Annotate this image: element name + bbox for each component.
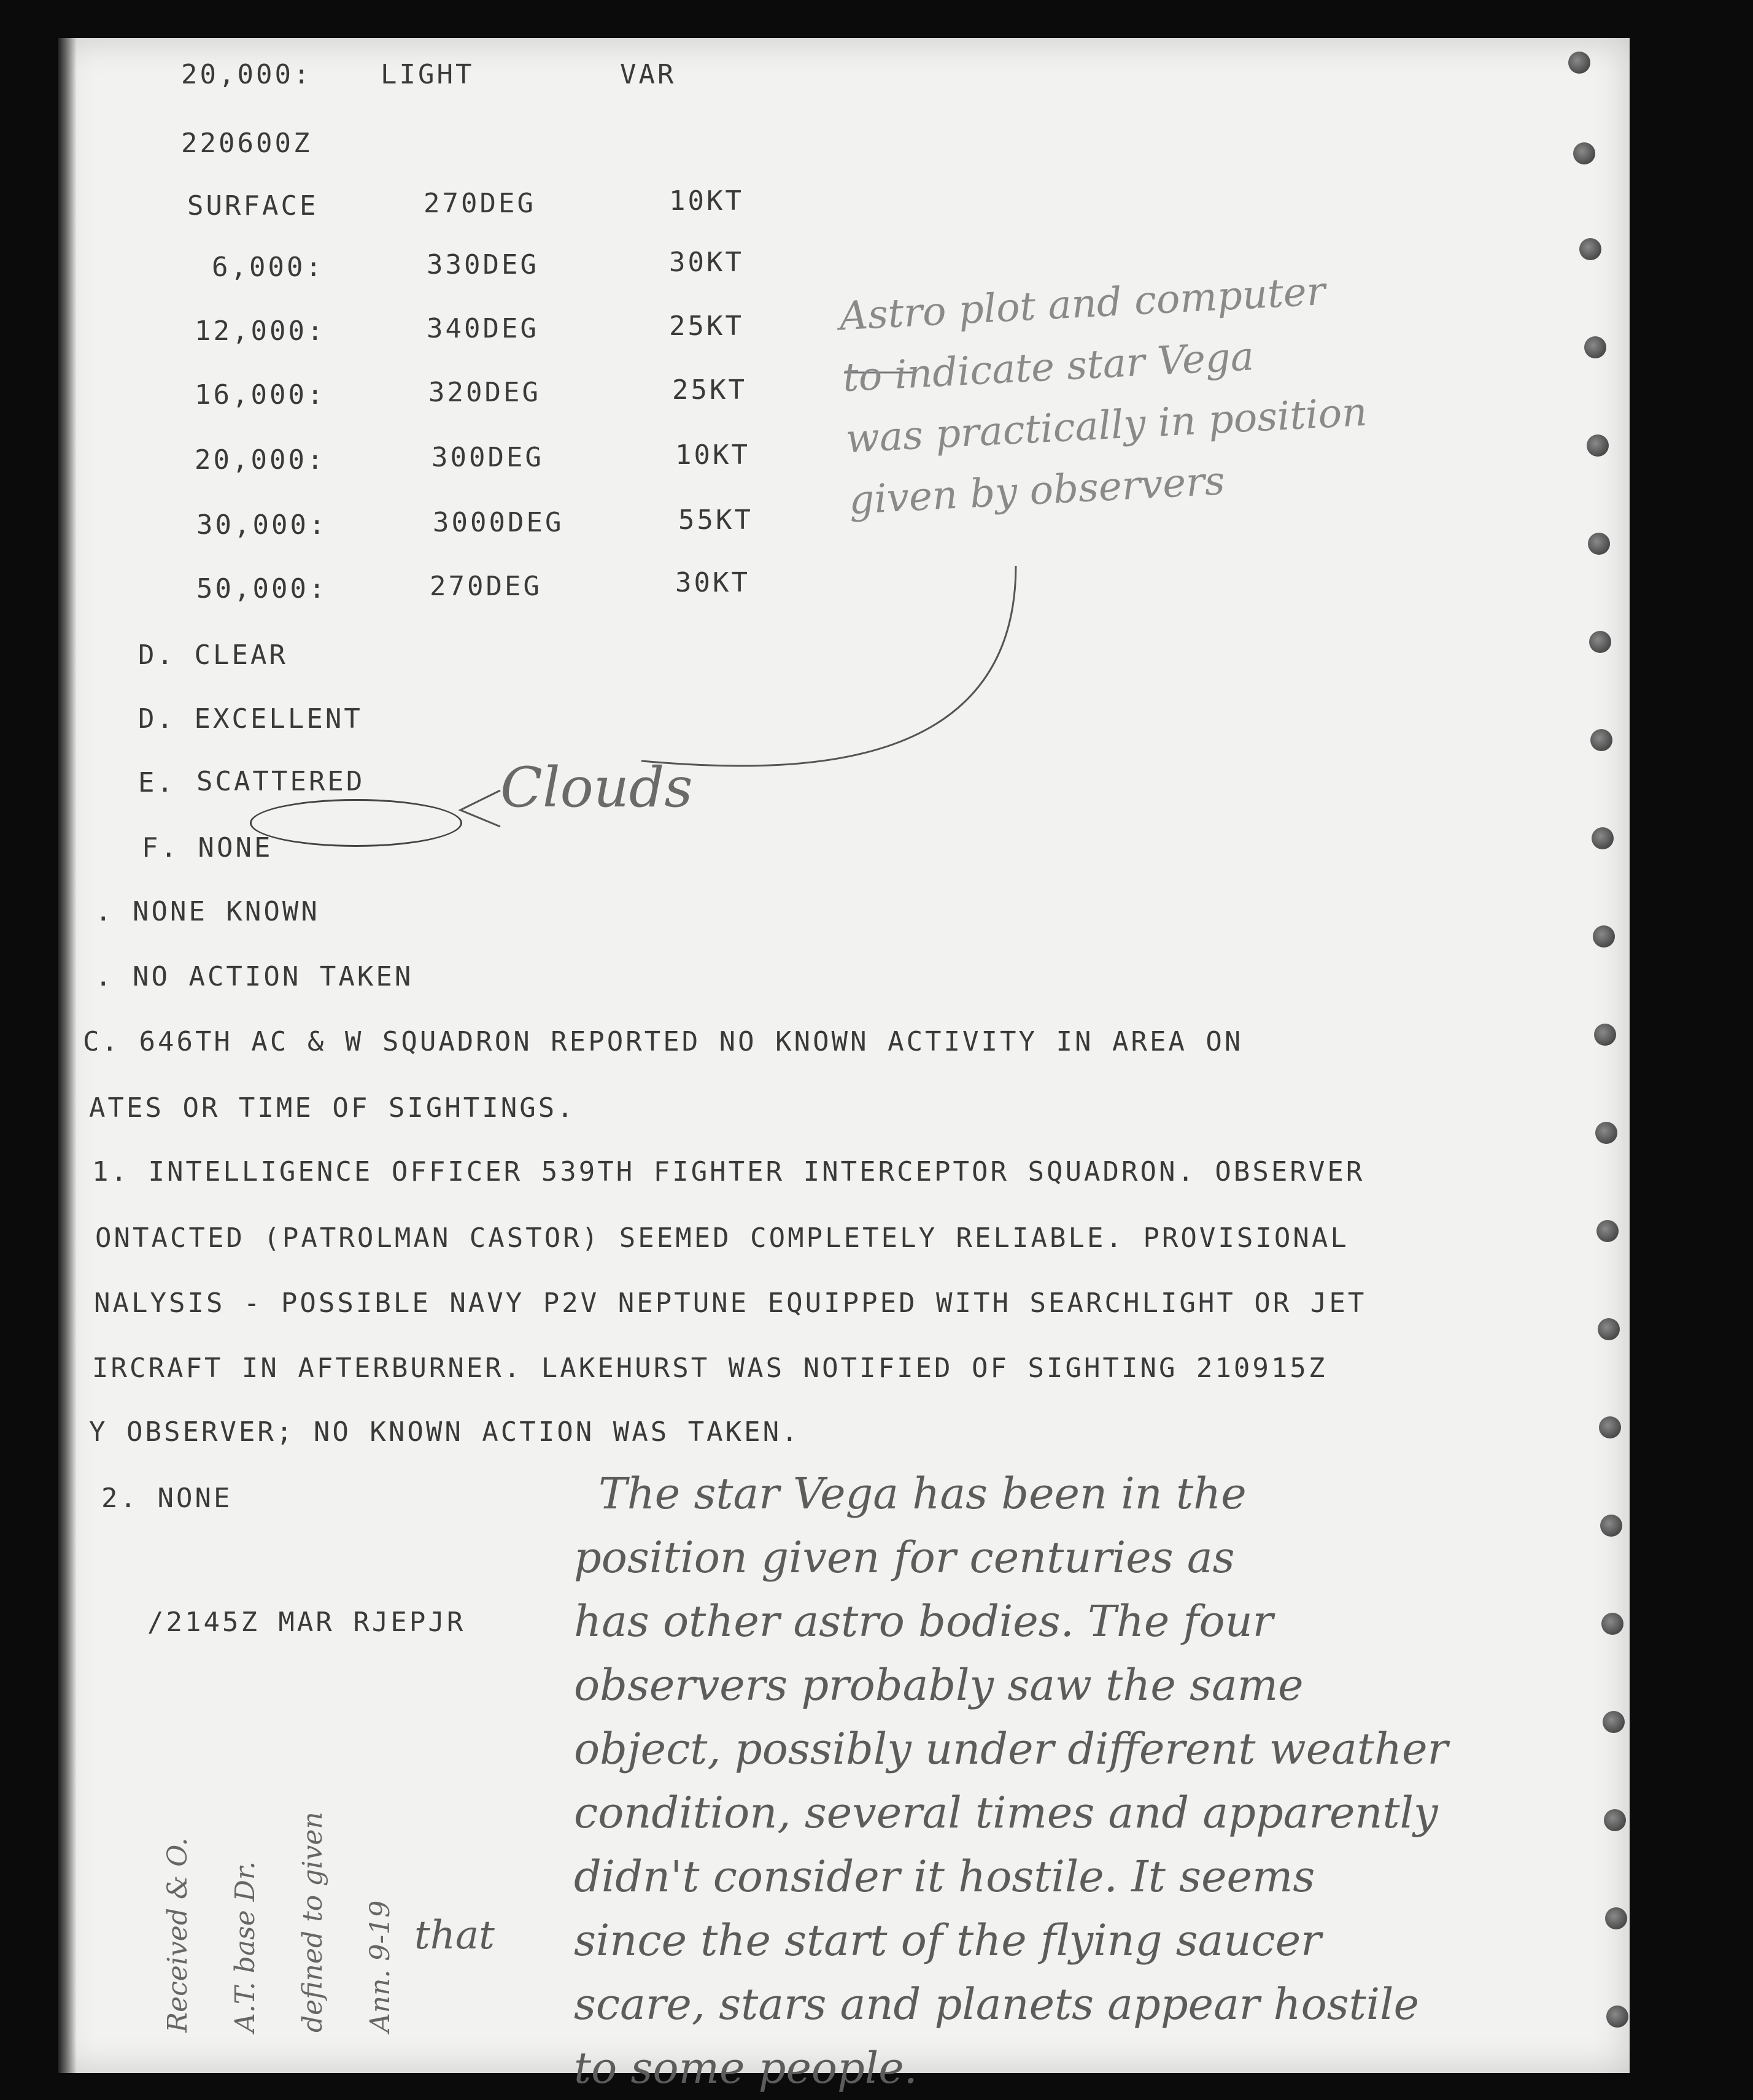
item-e-prefix: E.	[138, 767, 176, 798]
margin-note-line: Received & O.	[162, 1837, 193, 2032]
wind-dir: 330DEG	[427, 249, 539, 280]
vega-note-line: condition, several times and apparently	[574, 1788, 1438, 1838]
wind-alt: 50,000:	[196, 573, 328, 604]
margin-note-line: defined to given	[297, 1812, 328, 2032]
wind-alt: 12,000:	[195, 315, 326, 347]
wind-speed: 25KT	[672, 374, 747, 406]
astro-note-line: was practically in position	[845, 389, 1369, 463]
vega-note-line: The star Vega has been in the	[598, 1469, 1247, 1519]
vega-note-line: object, possibly under different weather	[574, 1724, 1448, 1774]
item-d-clear: D. CLEAR	[138, 639, 288, 671]
vega-note-line: has other astro bodies. The four	[574, 1596, 1274, 1646]
wind-speed: 55KT	[678, 504, 753, 536]
wind-speed: 30KT	[675, 567, 750, 598]
annotation-arrowhead	[460, 790, 500, 827]
wind-alt: 20,000:	[181, 59, 312, 90]
item-12: 2. NONE	[101, 1483, 233, 1514]
wind-speed: 10KT	[669, 185, 744, 217]
astro-note-line: Astro plot and computer	[838, 269, 1326, 340]
footer-dtg: /2145Z MAR RJEPJR	[147, 1607, 466, 1638]
handwritten-astro-note	[838, 259, 1372, 531]
wind-dir: LIGHT	[381, 59, 474, 90]
wind-alt: 6,000:	[212, 252, 324, 283]
margin-note-line: A.T. base Dr.	[230, 1861, 261, 2032]
item-11-line-1: 1. INTELLIGENCE OFFICER 539TH FIGHTER INTERCEPTOR SQUADRON. OBSERVER	[92, 1156, 1365, 1187]
item-d-excellent: D. EXCELLENT	[138, 703, 363, 735]
annotation-arrow-line	[641, 566, 1016, 766]
item-11-line-3: NALYSIS - POSSIBLE NAVY P2V NEPTUNE EQUIPPED WITH SEARCHLIGHT OR JET	[94, 1287, 1367, 1319]
wind-speed: 10KT	[675, 439, 750, 471]
wind-alt: 16,000:	[195, 379, 326, 411]
item-e-scattered: SCATTERED	[196, 766, 365, 797]
item-10-line-2: ATES OR TIME OF SIGHTINGS.	[89, 1092, 576, 1124]
handwritten-that: that	[414, 1913, 495, 1958]
vega-note-line: observers probably saw the same	[574, 1660, 1304, 1710]
vega-note-line: to some people.	[574, 2043, 918, 2093]
item-11-line-4: IRCRAFT IN AFTERBURNER. LAKEHURST WAS NOTIFIED OF SIGHTING 210915Z	[92, 1353, 1328, 1384]
item-no-action: . NO ACTION TAKEN	[95, 961, 414, 992]
vega-note-line: position given for centuries as	[574, 1532, 1235, 1583]
wind-time-group: 220600Z	[181, 128, 312, 159]
wind-dir: 300DEG	[431, 442, 544, 473]
item-11-line-2: ONTACTED (PATROLMAN CASTOR) SEEMED COMPLETELY RELIABLE. PROVISIONAL	[95, 1222, 1349, 1254]
handwritten-vega-note	[574, 1462, 1448, 2100]
wind-speed: 25KT	[669, 311, 744, 342]
wind-alt: 30,000:	[196, 509, 328, 541]
astro-note-line: to indicate star Vega	[842, 334, 1255, 401]
vega-note-line: scare, stars and planets appear hostile	[574, 1979, 1419, 2029]
vega-note-line: didn't consider it hostile. It seems	[574, 1851, 1315, 1902]
wind-dir: 320DEG	[428, 377, 541, 408]
margin-note-line: Ann. 9-19	[365, 1900, 396, 2032]
wind-dir: 3000DEG	[433, 507, 564, 538]
handwritten-clouds: Clouds	[500, 755, 693, 820]
vega-note-line: since the start of the flying saucer	[574, 1915, 1322, 1966]
wind-alt: SURFACE	[187, 190, 319, 222]
wind-speed: VAR	[620, 59, 676, 90]
margin-routing-note	[144, 1812, 414, 2032]
astro-note-line: given by observers	[848, 458, 1226, 523]
wind-alt: 20,000:	[195, 444, 326, 476]
wind-dir: 340DEG	[427, 313, 539, 344]
item-11-line-5: Y OBSERVER; NO KNOWN ACTION WAS TAKEN.	[89, 1416, 800, 1448]
item-10-line-1: C. 646TH AC & W SQUADRON REPORTED NO KNOWN ACTIVITY IN AREA ON	[83, 1026, 1244, 1057]
item-f: F. NONE	[142, 832, 273, 863]
wind-dir: 270DEG	[424, 188, 536, 219]
document-page	[58, 38, 1630, 2093]
wind-speed: 30KT	[669, 247, 744, 278]
wind-dir: 270DEG	[430, 571, 542, 602]
item-none-known: . NONE KNOWN	[95, 896, 320, 927]
